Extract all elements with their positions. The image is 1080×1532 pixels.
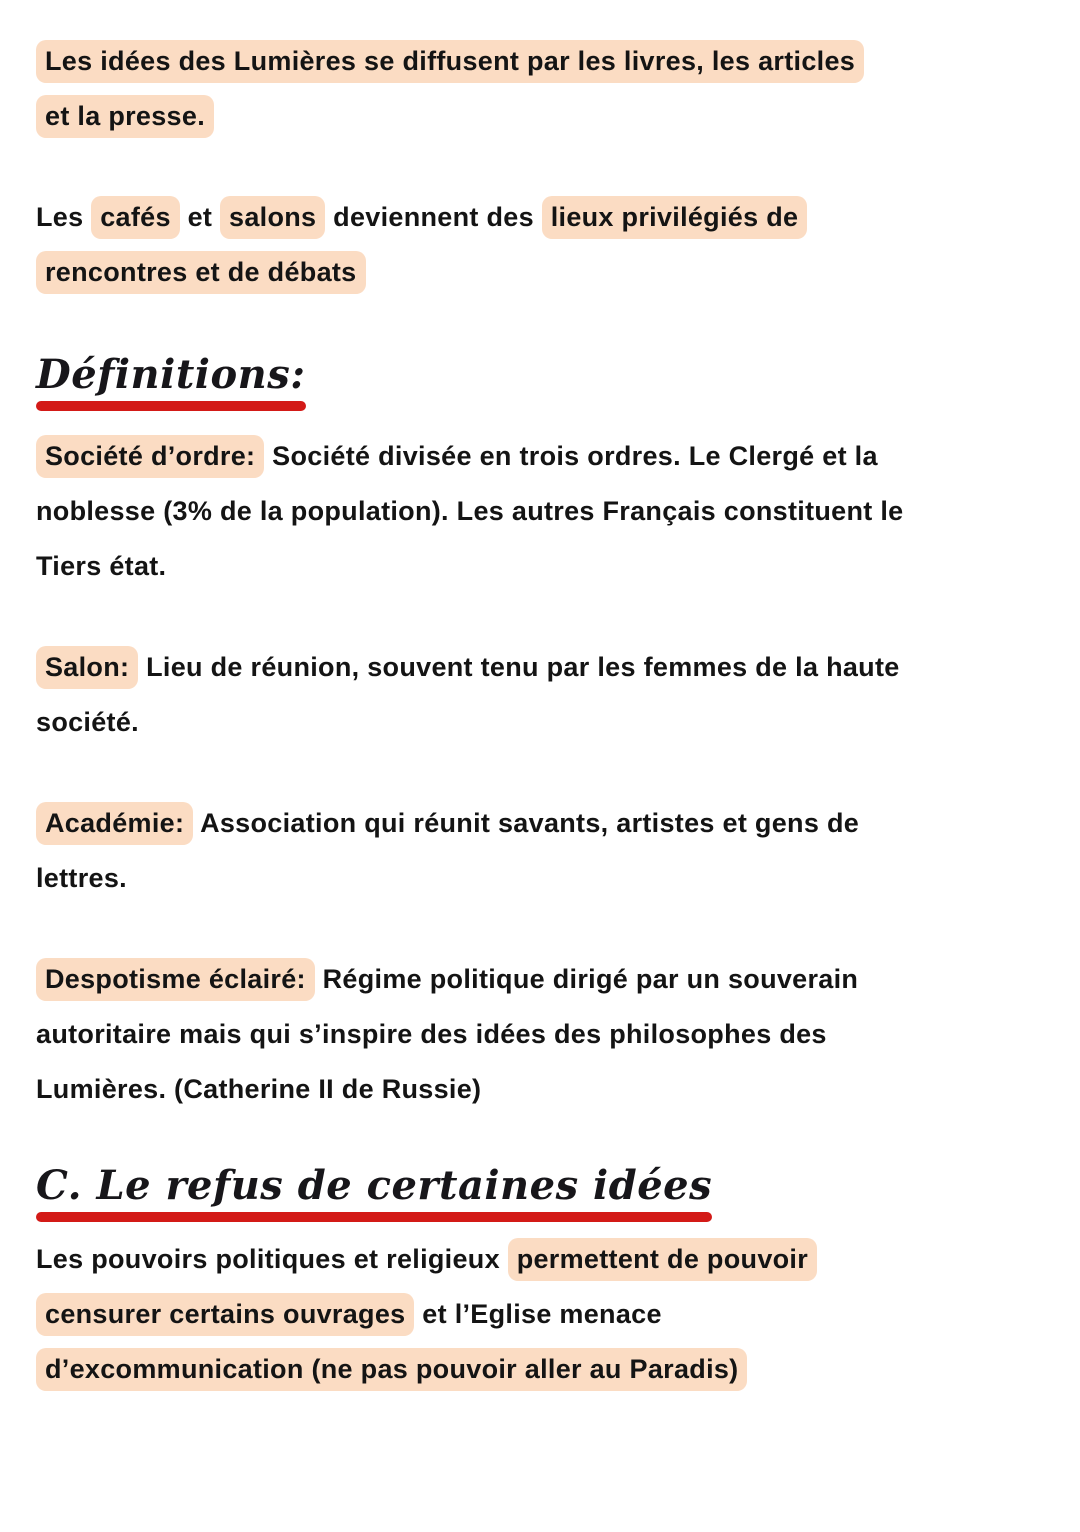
- text-segment: Association qui réunit savants, artistes et gens de: [193, 808, 860, 838]
- red-underline: [36, 1212, 712, 1222]
- paragraph: [36, 34, 1050, 144]
- text-segment: autoritaire mais qui s’inspire des idées des philosophes des: [36, 1019, 827, 1049]
- text-line: [36, 1232, 1050, 1287]
- text-segment: et l’Eglise menace: [414, 1299, 662, 1329]
- text-line: [36, 34, 1050, 89]
- text-line: [36, 851, 1050, 906]
- highlighted-text: Salon:: [36, 646, 138, 689]
- highlighted-text: et la presse.: [36, 95, 214, 138]
- text-segment: lettres.: [36, 863, 127, 893]
- text-line: [36, 245, 1050, 300]
- paragraph: [36, 640, 1050, 750]
- paragraph: [36, 1232, 1050, 1397]
- text-segment: et: [179, 202, 221, 232]
- section-heading-refus-idees: [36, 1163, 1050, 1222]
- text-segment: Société divisée en trois ordres. Le Clergé et la: [264, 441, 878, 471]
- text-line: [36, 484, 1050, 539]
- document-content: [36, 34, 1050, 1397]
- text-line: [36, 429, 1050, 484]
- heading-text: C. Le refus de certaines idées: [36, 1162, 713, 1209]
- text-segment: Tiers état.: [36, 551, 167, 581]
- paragraph: [36, 190, 1050, 300]
- red-underline: [36, 401, 306, 411]
- heading-inner: [36, 352, 306, 411]
- highlighted-text: rencontres et de débats: [36, 251, 366, 294]
- highlighted-text: lieux privilégiés de: [542, 196, 808, 239]
- highlighted-text: cafés: [91, 196, 180, 239]
- highlighted-text: d’excommunication (ne pas pouvoir aller au Paradis): [36, 1348, 747, 1391]
- highlighted-text: Société d’ordre:: [36, 435, 264, 478]
- highlighted-text: salons: [220, 196, 325, 239]
- text-line: [36, 89, 1050, 144]
- text-line: [36, 1007, 1050, 1062]
- paragraph: [36, 952, 1050, 1117]
- text-line: [36, 1342, 1050, 1397]
- highlighted-text: Académie:: [36, 802, 193, 845]
- section-heading-definitions: [36, 352, 1050, 411]
- text-segment: Lieu de réunion, souvent tenu par les femmes de la haute: [138, 652, 900, 682]
- text-line: [36, 1062, 1050, 1117]
- highlighted-text: Despotisme éclairé:: [36, 958, 315, 1001]
- highlighted-text: censurer certains ouvrages: [36, 1293, 414, 1336]
- text-line: [36, 1287, 1050, 1342]
- text-segment: deviennent des: [325, 202, 542, 232]
- text-line: [36, 539, 1050, 594]
- heading-text: Définitions:: [36, 351, 306, 398]
- paragraph: [36, 796, 1050, 906]
- text-segment: Régime politique dirigé par un souverain: [314, 964, 859, 994]
- text-segment: Les pouvoirs politiques et religieux: [36, 1244, 508, 1274]
- highlighted-text: Les idées des Lumières se diffusent par les livres, les articles: [36, 40, 864, 83]
- highlighted-text: permettent de pouvoir: [508, 1238, 817, 1281]
- text-line: [36, 190, 1050, 245]
- text-line: [36, 952, 1050, 1007]
- text-segment: noblesse (3% de la population). Les autres Français constituent le: [36, 496, 904, 526]
- text-segment: Lumières. (Catherine II de Russie): [36, 1074, 482, 1104]
- text-segment: Les: [36, 202, 92, 232]
- text-segment: société.: [36, 707, 139, 737]
- text-line: [36, 695, 1050, 750]
- paragraph: [36, 429, 1050, 594]
- text-line: [36, 640, 1050, 695]
- text-line: [36, 796, 1050, 851]
- heading-inner: [36, 1163, 712, 1222]
